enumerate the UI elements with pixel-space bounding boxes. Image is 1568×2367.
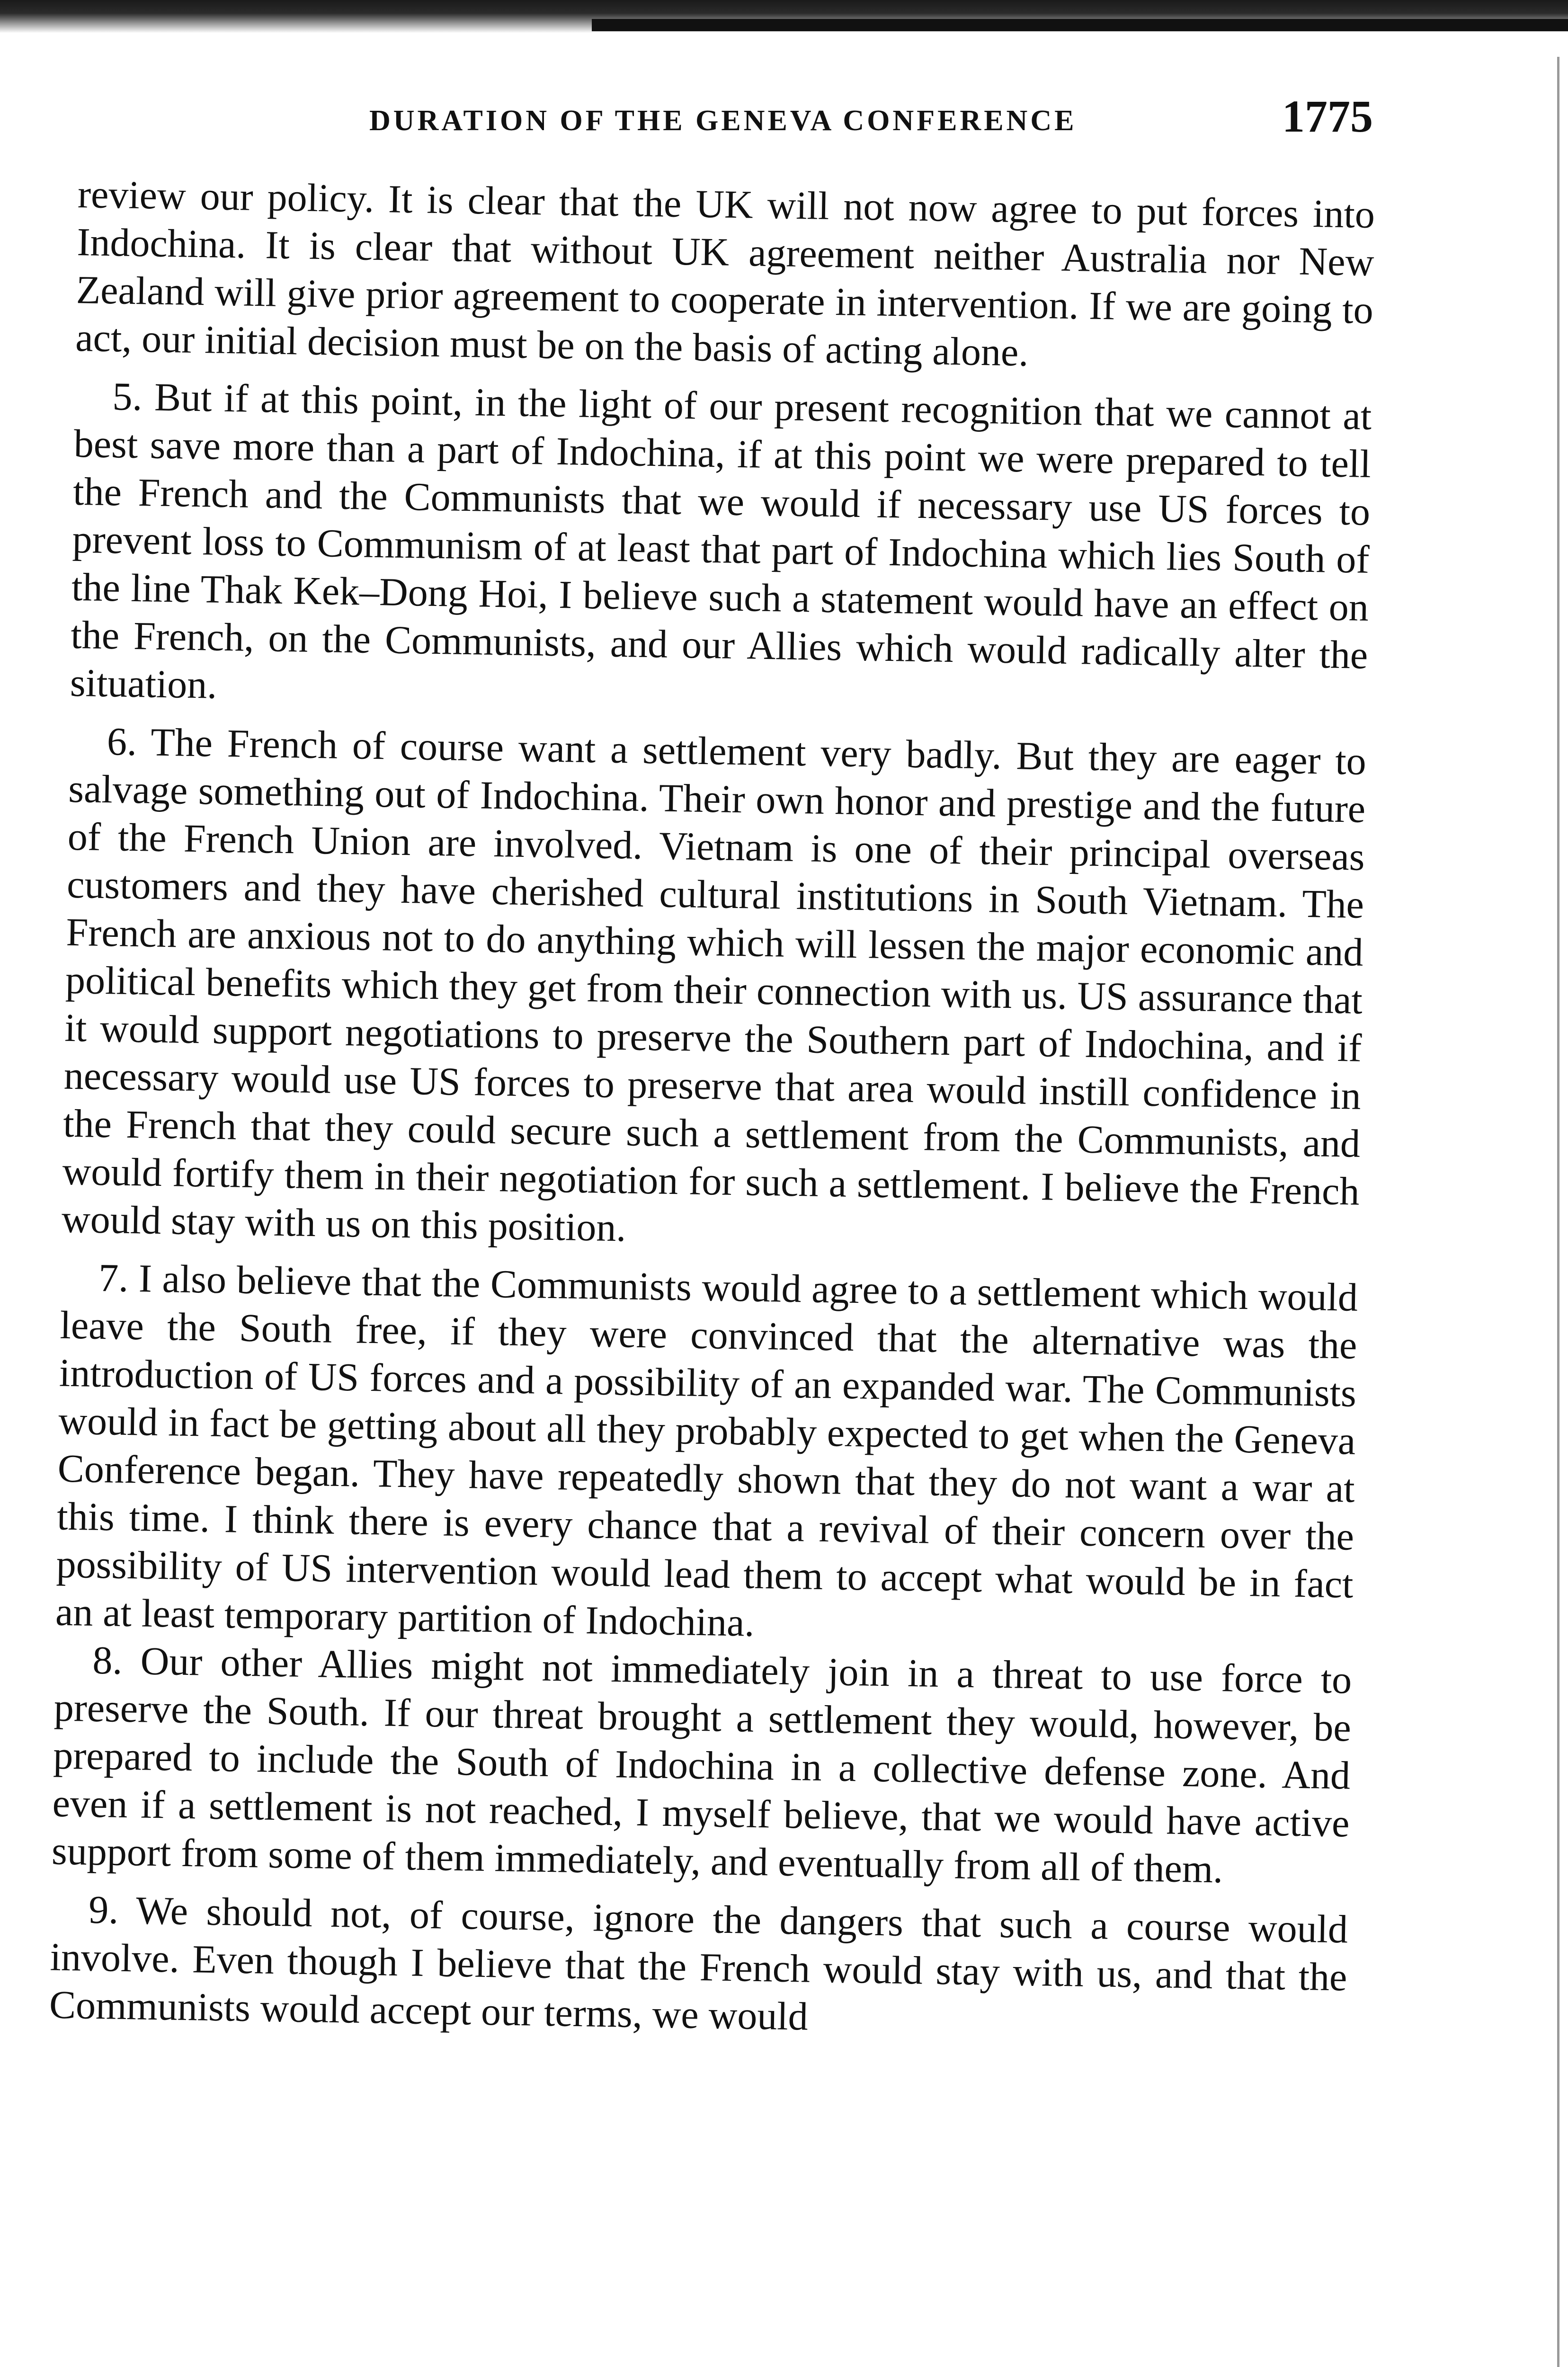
body-text — [49, 170, 1375, 2060]
paragraph-9: 9. We should not, of course, ignore the dangers that such a course would involve. Even though I believe that the French would stay with us, and that the Communists would accept our terms, we would — [49, 1887, 1348, 2039]
top-edge-bar — [592, 19, 1568, 31]
page-header — [369, 90, 1373, 151]
paragraph-continued: review our policy. It is clear that the UK will not now agree to put forces into Indochina. It is clear that without UK agreement neither Australia nor New Zealand will give prior agreement to cooperate in intervention. If we are going to act, our initial decision must be on the basis of acting alone. — [75, 172, 1375, 375]
page-number: 1775 — [1282, 91, 1373, 142]
paragraph-7: 7. I also believe that the Communists would agree to a settlement which would leave the South free, if they were convinced that the alternative was the introduction of US forces and a possibility of an expanded war. The Communists would in fact be getting about all they probably expected to get when the Geneva Conference began. They have repeatedly shown that they do not want a war at this time. I think there is every chance that a revival of their concern over the possibility of US intervention would lead them to accept what would be in fact an at least temporary partition of Indochina. — [55, 1255, 1358, 1645]
paragraph-8: 8. Our other Allies might not immediately join in a threat to use force to preserve the South. If our threat brought a settlement they would, however, be prepared to include the South of Indochina in a collective defense zone. And even if a settlement is not reached, I myself believe, that we would have active support from some of them immediately, and eventually from all of them. — [51, 1638, 1352, 1892]
paragraph-5: 5. But if at this point, in the light of our present recognition that we cannot at best save more than a part of Indochina, if at this point we were prepared to tell the French and the Communists that we would if necessary use US forces to prevent loss to Communism of at least that part of Indochina which lies South of the line Thak Kek–Dong Hoi, I believe such a statement would have an effect on the French, on the Communists, and our Allies which would radically alter the situation. — [70, 374, 1372, 707]
paragraph-6: 6. The French of course want a settlement very badly. But they are eager to salvage something out of Indochina. Their own honor and prestige and the future of the French Union are involved. Vietnam is one of their principal overseas customers and they have cherished cultural institutions in South Vietnam. The French are anxious not to do anything which will lessen the major economic and political benefits which they get from their connection with us. US assurance that it would support negotiations to preserve the Southern part of Indochina, and if necessary would use US forces to preserve that area would instill confidence in the French that they could secure such a settlement from the Communists, and would fortify them in their negotiation for such a settlement. I believe the French would stay with us on this position. — [61, 720, 1367, 1250]
page-right-edge — [1557, 57, 1559, 2367]
running-head: DURATION OF THE GENEVA CONFERENCE — [369, 105, 1077, 137]
